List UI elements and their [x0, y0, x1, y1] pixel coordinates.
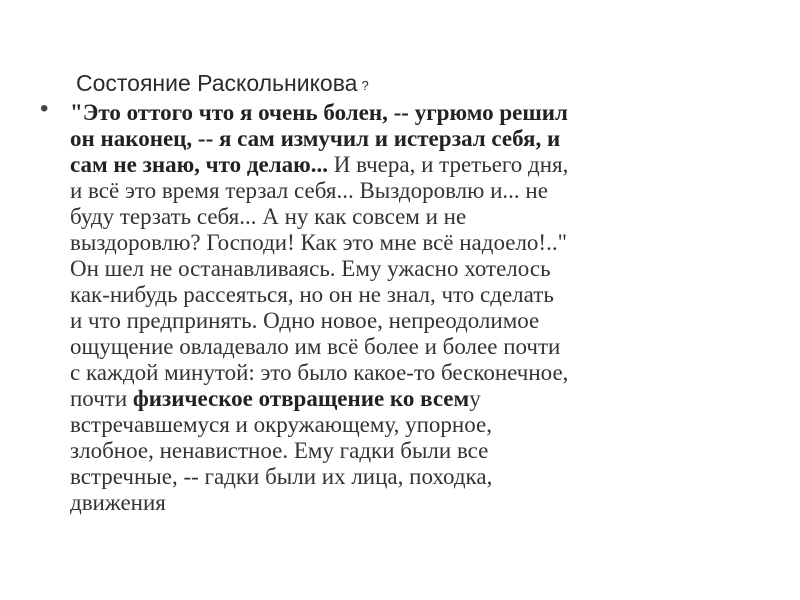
- paragraph-line: [70, 386, 750, 412]
- paragraph-line: [70, 308, 750, 334]
- text-run: встречные, -- гадки были их лица, походка,: [70, 464, 493, 489]
- bold-text-run: физическое отвращение ко всем: [132, 386, 470, 411]
- paragraph-line: [70, 334, 750, 360]
- paragraph-line: [70, 256, 750, 282]
- paragraph-line: [70, 438, 750, 464]
- paragraph-line: [70, 282, 750, 308]
- title-question-mark: ?: [361, 78, 369, 93]
- text-run: ощущение овладевало им всё более и более почти: [70, 334, 561, 359]
- paragraph-line: [70, 464, 750, 490]
- text-run: с каждой минутой: это было какое-то бесконечное,: [70, 360, 569, 385]
- bold-text-run: "Это оттого что я очень болен, -- угрюмо решил: [70, 100, 568, 125]
- text-run: почти: [70, 386, 133, 411]
- text-run: как-нибудь рассеяться, но он не знал, что сделать: [70, 282, 554, 307]
- bold-text-run: сам не знаю, что делаю...: [70, 152, 328, 177]
- text-run: злобное, ненавистное. Ему гадки были все: [70, 438, 489, 463]
- text-run: выздоровлю? Господи! Как это мне всё надоело!..": [70, 230, 567, 255]
- bold-text-run: он наконец, -- я сам измучил и истерзал себя, и: [70, 126, 561, 151]
- text-run: буду терзать себя... А ну как совсем и не: [70, 204, 467, 229]
- text-run: движения: [70, 490, 166, 515]
- quote-paragraph: [70, 100, 750, 516]
- text-run: и всё это время терзал себя... Выздоровлю и... не: [70, 178, 548, 203]
- text-run: и что предпринять. Одно новое, непреодолимое: [70, 308, 540, 333]
- text-run: Он шел не останавливаясь. Ему ужасно хотелось: [70, 256, 551, 281]
- paragraph-line: [70, 230, 750, 256]
- paragraph-line: [70, 360, 750, 386]
- paragraph-line: [70, 204, 750, 230]
- text-run: И вчера, и третьего дня,: [327, 152, 569, 177]
- slide-title-text: Состояние Раскольникова: [76, 70, 358, 96]
- paragraph-line: [70, 126, 750, 152]
- slide-title: [76, 70, 369, 97]
- text-run: у: [469, 386, 481, 411]
- paragraph-line: [70, 178, 750, 204]
- bullet-marker: •: [40, 95, 49, 122]
- paragraph-line: [70, 490, 750, 516]
- paragraph-line: [70, 100, 750, 126]
- paragraph-line: [70, 152, 750, 178]
- text-run: встречавшемуся и окружающему, упорное,: [70, 412, 492, 437]
- paragraph-line: [70, 412, 750, 438]
